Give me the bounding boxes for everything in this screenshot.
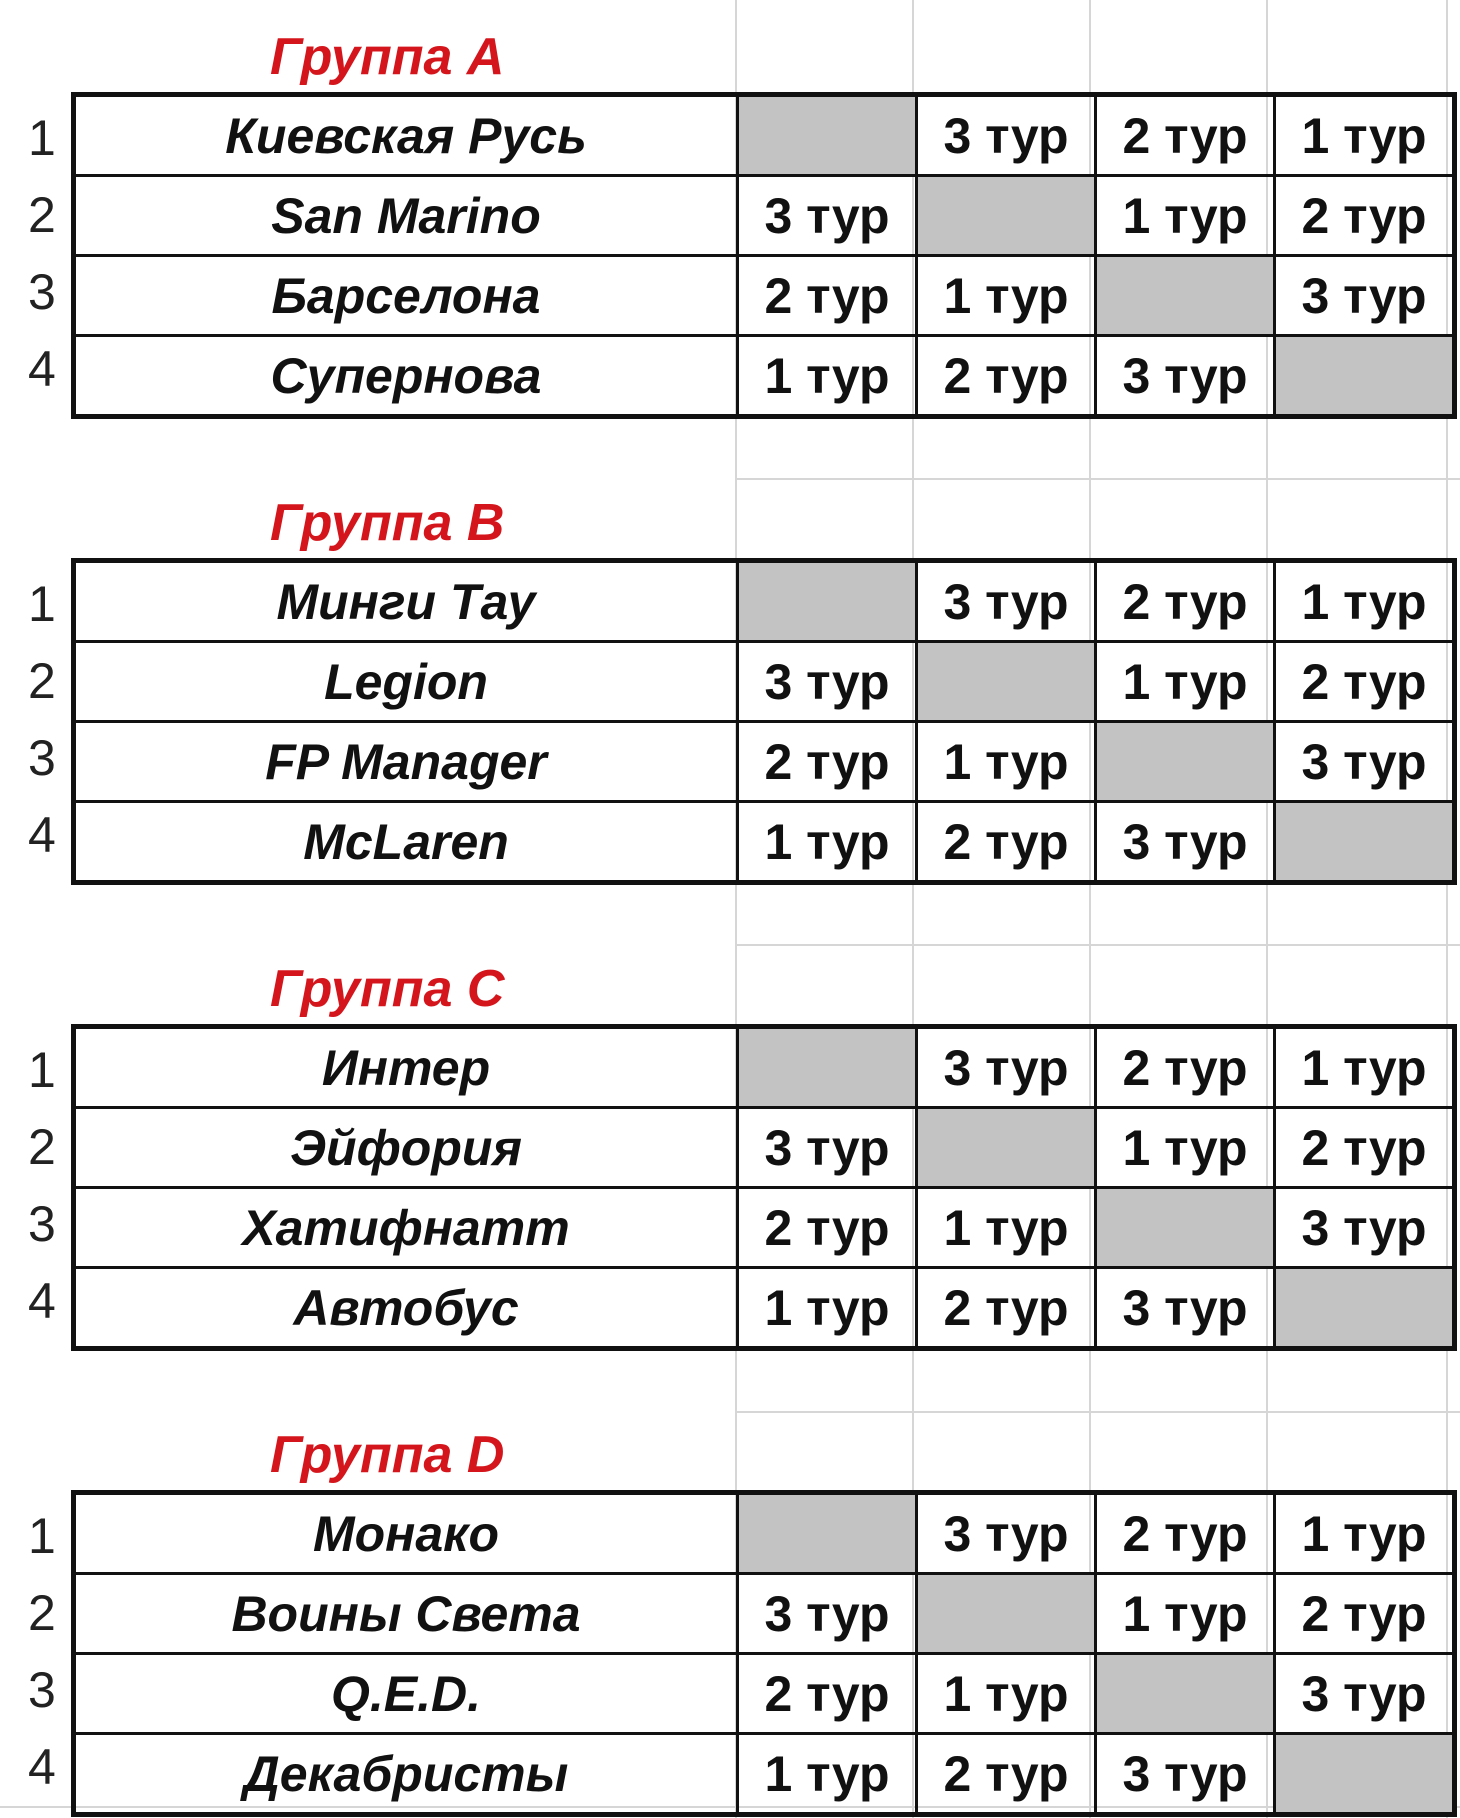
round-cell: 1 тур: [1275, 1027, 1455, 1108]
round-cell: 2 тур: [1096, 561, 1275, 642]
row-number: 4: [28, 807, 56, 863]
round-cell: 3 тур: [917, 1493, 1096, 1574]
schedule-table: [71, 1490, 1457, 1817]
blank-cell: [917, 1108, 1096, 1188]
team-name: Декабристы: [74, 1734, 738, 1815]
team-name: Интер: [74, 1027, 738, 1108]
row-number: 3: [28, 264, 56, 320]
table-row: [74, 176, 1455, 256]
round-cell: 3 тур: [738, 642, 917, 722]
blank-cell: [1275, 802, 1455, 883]
round-cell: 2 тур: [1275, 1108, 1455, 1188]
gridline: [735, 1411, 1460, 1413]
row-number: 1: [28, 1042, 56, 1098]
blank-cell: [1275, 336, 1455, 417]
table-row: [74, 1574, 1455, 1654]
round-cell: 3 тур: [1275, 1654, 1455, 1734]
blank-cell: [917, 176, 1096, 256]
row-number: 4: [28, 1273, 56, 1329]
team-name: Воины Света: [74, 1574, 738, 1654]
round-cell: 1 тур: [917, 256, 1096, 336]
round-cell: 1 тур: [1096, 176, 1275, 256]
round-cell: 1 тур: [738, 1268, 917, 1349]
blank-cell: [1096, 1188, 1275, 1268]
round-cell: 2 тур: [1096, 95, 1275, 176]
team-name: San Marino: [74, 176, 738, 256]
round-cell: 3 тур: [1275, 1188, 1455, 1268]
round-cell: 1 тур: [738, 1734, 917, 1815]
round-cell: 1 тур: [1275, 95, 1455, 176]
table-row: [74, 1188, 1455, 1268]
row-number: 3: [28, 1662, 56, 1718]
round-cell: 2 тур: [738, 1188, 917, 1268]
round-cell: 2 тур: [1275, 1574, 1455, 1654]
round-cell: 2 тур: [738, 1654, 917, 1734]
table-row: [74, 1108, 1455, 1188]
round-cell: 1 тур: [917, 722, 1096, 802]
round-cell: 2 тур: [917, 1268, 1096, 1349]
round-cell: 1 тур: [1096, 1108, 1275, 1188]
team-name: Эйфория: [74, 1108, 738, 1188]
team-name: McLaren: [74, 802, 738, 883]
round-cell: 3 тур: [1096, 1268, 1275, 1349]
team-name: Хатифнатт: [74, 1188, 738, 1268]
row-number: 2: [28, 1119, 56, 1175]
blank-cell: [1275, 1268, 1455, 1349]
table-row: [74, 1493, 1455, 1574]
table-row: [74, 802, 1455, 883]
table-row: [74, 336, 1455, 417]
round-cell: 1 тур: [1096, 642, 1275, 722]
gridline: [735, 478, 1460, 480]
group-title: Группа D: [270, 1426, 505, 1484]
round-cell: 3 тур: [738, 1574, 917, 1654]
row-number: 4: [28, 341, 56, 397]
round-cell: 3 тур: [1096, 802, 1275, 883]
row-number: 3: [28, 1196, 56, 1252]
round-cell: 1 тур: [1275, 561, 1455, 642]
team-name: Барселона: [74, 256, 738, 336]
schedule-table: [71, 92, 1457, 419]
row-number: 2: [28, 1585, 56, 1641]
blank-cell: [1275, 1734, 1455, 1815]
round-cell: 2 тур: [917, 336, 1096, 417]
team-name: Киевская Русь: [74, 95, 738, 176]
team-name: Legion: [74, 642, 738, 722]
round-cell: 1 тур: [738, 336, 917, 417]
round-cell: 3 тур: [917, 1027, 1096, 1108]
round-cell: 3 тур: [738, 176, 917, 256]
round-cell: 3 тур: [1275, 256, 1455, 336]
blank-cell: [738, 95, 917, 176]
table-row: [74, 256, 1455, 336]
table-row: [74, 1027, 1455, 1108]
gridline: [735, 944, 1460, 946]
group-title: Группа B: [270, 494, 505, 552]
round-cell: 3 тур: [1096, 1734, 1275, 1815]
round-cell: 2 тур: [738, 722, 917, 802]
row-number: 1: [28, 110, 56, 166]
blank-cell: [738, 561, 917, 642]
blank-cell: [917, 642, 1096, 722]
team-name: FP Manager: [74, 722, 738, 802]
group-title: Группа C: [270, 960, 505, 1018]
schedule-table: [71, 1024, 1457, 1351]
team-name: Автобус: [74, 1268, 738, 1349]
round-cell: 2 тур: [1096, 1027, 1275, 1108]
round-cell: 2 тур: [917, 1734, 1096, 1815]
round-cell: 2 тур: [1275, 176, 1455, 256]
team-name: Монако: [74, 1493, 738, 1574]
row-number: 1: [28, 1508, 56, 1564]
table-row: [74, 1268, 1455, 1349]
team-name: Минги Тау: [74, 561, 738, 642]
table-row: [74, 1734, 1455, 1815]
schedule-table: [71, 558, 1457, 885]
table-row: [74, 642, 1455, 722]
round-cell: 3 тур: [1275, 722, 1455, 802]
row-number: 3: [28, 730, 56, 786]
table-row: [74, 722, 1455, 802]
table-row: [74, 95, 1455, 176]
blank-cell: [917, 1574, 1096, 1654]
round-cell: 1 тур: [917, 1654, 1096, 1734]
blank-cell: [738, 1493, 917, 1574]
row-number: 2: [28, 653, 56, 709]
row-number: 4: [28, 1739, 56, 1795]
row-number: 1: [28, 576, 56, 632]
row-number: 2: [28, 187, 56, 243]
table-row: [74, 1654, 1455, 1734]
round-cell: 1 тур: [917, 1188, 1096, 1268]
group-title: Группа A: [270, 28, 505, 86]
round-cell: 1 тур: [1096, 1574, 1275, 1654]
round-cell: 2 тур: [1096, 1493, 1275, 1574]
round-cell: 2 тур: [1275, 642, 1455, 722]
round-cell: 2 тур: [738, 256, 917, 336]
blank-cell: [1096, 722, 1275, 802]
team-name: Супернова: [74, 336, 738, 417]
round-cell: 3 тур: [917, 95, 1096, 176]
blank-cell: [738, 1027, 917, 1108]
team-name: Q.E.D.: [74, 1654, 738, 1734]
round-cell: 3 тур: [738, 1108, 917, 1188]
round-cell: 1 тур: [738, 802, 917, 883]
round-cell: 3 тур: [917, 561, 1096, 642]
blank-cell: [1096, 1654, 1275, 1734]
round-cell: 1 тур: [1275, 1493, 1455, 1574]
table-row: [74, 561, 1455, 642]
round-cell: 3 тур: [1096, 336, 1275, 417]
round-cell: 2 тур: [917, 802, 1096, 883]
blank-cell: [1096, 256, 1275, 336]
